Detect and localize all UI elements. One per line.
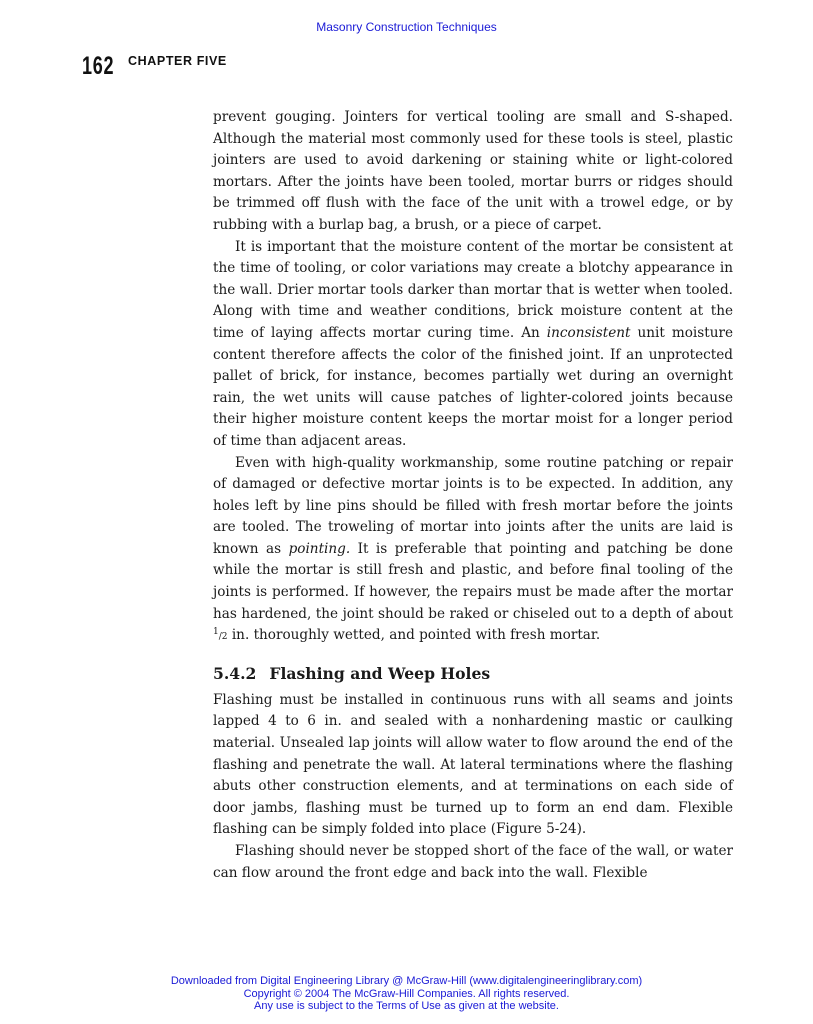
paragraph-3 xyxy=(213,453,733,649)
page-number: 162 xyxy=(82,52,115,80)
emphasis-pointing: pointing. xyxy=(288,540,351,557)
section-heading xyxy=(213,663,733,685)
emphasis-inconsistent: inconsistent xyxy=(546,324,631,341)
paragraph-5 xyxy=(213,841,733,884)
fraction-slash: / xyxy=(218,632,222,643)
paragraph-text: unit moisture content therefore affects the color of the finished joint. If an unprotected pallet of brick, for instance, becomes partially wet during an overnight rain, the wet units will cause patches of lighter-colored joints because their higher moisture content keeps the mortar moist for a longer period of time than adjacent areas. xyxy=(213,324,733,449)
section-number: 5.4.2 xyxy=(213,663,257,683)
paragraph-text: in. thoroughly wetted, and pointed with fresh mortar. xyxy=(227,627,601,644)
footer xyxy=(0,975,813,1013)
paragraph-2 xyxy=(213,237,733,453)
fraction-one-half xyxy=(213,627,228,643)
section-title: Flashing and Weep Holes xyxy=(269,663,491,683)
paragraph-text: prevent gouging. Jointers for vertical tooling are small and S-shaped. Although the material most commonly used for these tools is steel, plastic jointers are used to avoid darkening or staining white or light-colored mortars. After the joints have been tooled, mortar burrs or ridges should be trimmed off flush with the face of the unit with a trowel edge, or by rubbing with a burlap bag, a brush, or a piece of carpet. xyxy=(213,109,733,233)
footer-terms: Any use is subject to the Terms of Use as given at the website. xyxy=(254,1000,559,1012)
fraction-numerator: 1 xyxy=(213,627,219,638)
paragraph-text: Flashing must be installed in continuous runs with all seams and joints lapped 4 to 6 in. and sealed with a nonhardening mastic or caulking material. Unsealed lap joints will allow water to flow around the end of the flashing and penetrate the wall. At lateral terminations where the flashing abuts other construction elements, and at terminations on each side of door jambs, flashing must be turned up to form an end dam. Flexible flashing can be simply folded into place (Figure 5-24). xyxy=(213,691,733,838)
paragraph-text: Even with high-quality workmanship, some routine patching or repair of damaged or defective mortar joints is to be expected. In addition, any holes left by line pins should be filled with fresh mortar before the joints are tooled. The troweling of mortar into joints after the units are laid is known as xyxy=(213,454,733,557)
chapter-title: CHAPTER FIVE xyxy=(128,54,227,68)
paragraph-text: It is important that the moisture content of the mortar be consistent at the time of tooling, or color variations may create a blotchy appearance in the wall. Drier mortar tools darker than mortar that is wetter when tooled. Along with time and weather conditions, brick moisture content at the time of laying affects mortar curing time. An xyxy=(213,238,733,341)
fraction-denominator: 2 xyxy=(221,632,228,643)
footer-download-link[interactable]: Downloaded from Digital Engineering Library @ McGraw-Hill (www.digitalengineeringlibrary.com) xyxy=(170,975,643,987)
paragraph-text: Flashing should never be stopped short of the face of the wall, or water can flow around the front edge and back into the wall. Flexible xyxy=(213,843,733,881)
footer-copyright: Copyright © 2004 The McGraw-Hill Companies. All rights reserved. xyxy=(243,987,570,1000)
paragraph-4 xyxy=(213,690,733,841)
paragraph-text: It is preferable that pointing and patching be done while the mortar is still fresh and plastic, and before final tooling of the joints is performed. If however, the repairs must be made after the mortar has hardened, the joint should be raked or chiseled out to a depth of about xyxy=(213,540,733,622)
book-title-header: Masonry Construction Techniques xyxy=(316,20,497,34)
body-text xyxy=(213,107,733,884)
paragraph-1 xyxy=(213,107,733,237)
